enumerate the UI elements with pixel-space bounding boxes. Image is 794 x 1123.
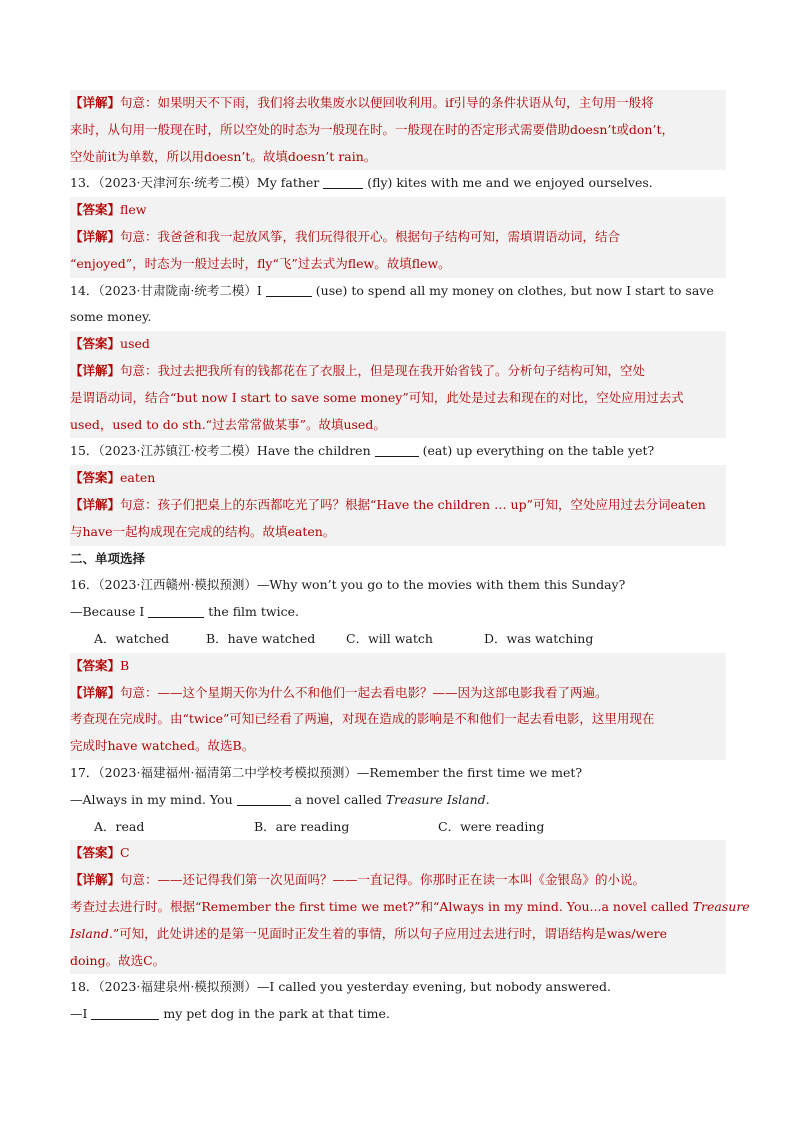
options-row [70,626,726,653]
option-b[interactable]: B．are reading [254,818,350,834]
q17-answer-block [70,840,750,974]
option-d[interactable]: D．was watching [484,630,594,646]
q16-answer-block [70,653,726,760]
question-16: 16．（2023·江西赣州·模拟预测）—Why won’t you go to the movies with them this Sunday? [70,577,626,593]
answer-value: used [120,336,150,352]
explanation-line: 句意：如果明天不下雨，我们将去收集废水以便回收利用。if引导的条件状语从句，主句用一般将 [120,95,654,110]
explanation-line: 句意：我爸爸和我一起放风筝，我们玩得很开心。根据句子结构可知，需填谓语动词，结合 [120,228,621,244]
answer-value: eaten [120,470,156,486]
answer-value: C [120,845,130,861]
explanation-tag: 【详解】 [70,496,121,512]
q14-answer-block [70,331,726,438]
answer-value: flew [120,202,147,218]
explanation-line: 完成时have watched。故选B。 [70,738,255,754]
explanation-line: used，used to do sth.“过去常常做某事”。故填used。 [70,416,386,432]
answer-blank [375,442,419,457]
option-a[interactable]: A．read [94,818,145,834]
explanation-line: 考查现在完成时。由“twice”可知已经看了两遍，对现在造成的影响是不和他们一起去看电影，这里用现在 [70,711,655,727]
options-row [70,814,726,841]
explanation-line: 考查过去进行时。根据“Remember the first time we met?”和“Always in my mind. You...a novel called [70,898,693,914]
answer-blank [91,1005,159,1020]
explanation-tag: 【详解】 [70,684,121,700]
explanation-line: 句意：——这个星期天你为什么不和他们一起去看电影？——因为这部电影我看了两遍。 [120,684,608,700]
answer-tag: 【答案】 [70,336,121,352]
document-content: 【详解】句意：如果明天不下雨，我们将去收集废水以便回收利用。if引导的条件状语从句，主句用一般将 来时，从句用一般现在时，所以空处的时态为一般现在时。一般现在时的否定形式需要借助doesn’t或don’t， 空处前it为单数，所以用doesn’t。故填doesn’t rain。 13．（2023·天津河东·统考二模）My father (fly) kites with me and we enjoyed ourselves. 【答案】flew 【详解】句意：我爸爸和我一起放风筝，我们玩得很开心。根据句子结构可知，需填谓语动词，结合 “enjoyed”，时态为一般过去时，fly“飞”过去式为flew。故填flew。 14．（2023·甘肃陇南·统考二模）I (use) to spend all my money on clothes, but now I start to save some money. 【答案】used 【详解】句意：我过去把我所有的钱都花在了衣服上，但是现在我开始省钱了。分析句子结构可知，空处 是谓语动词，结合“but now I start to save some money”可知，此处是过去和现在的对比，空处应用过去式 used，used to do sth.“过去常常做某事”。故填used。 15．（2023·江苏镇江·校考二模）Have the children (eat) up everything on the table yet? 【答案】eaten 【详解】句意：孩子们把桌上的东西都吃光了吗？根据“Have the children … up”可知，空处应用过去分词eaten 与have一起构成现在完成的结构。故填eaten。 二、单项选择 16．（2023·江西赣州·模拟预测）—Why won’t you go to the movies with them this Sunday? —Because I the film twice. A．watched B．have watched C．will watch D．was watching 【答案】B 【详解】句意：——这个星期天你为什么不和他们一起去看电影？——因为这部电影我看了两遍。 考查现在完成时。由“twice”可知已经看了两遍，对现在造成的影响是不和他们一起去看电影，这里用现在 完成时have watched。故选B。 17．（2023·福建福州·福清第二中学校考模拟预测）—Remember the first time we met? —Always in my mind. You a novel called Treasure Island. A．read B．are reading C．were reading 【答案】C 【详解】句意：——还记得我们第一次见面吗？——一直记得。你那时正在读一本叫《金银岛》的小说。 考查过去进行时。根据“Remember the first time we met?”和“Always in my mind. You...a novel called Treasure Island.”可知，此处讲述的是第一见面时正发生着的事情，所以句子应用过去进行时，谓语结构是was/were doing。故选C。 18．（2023·福建泉州·模拟预测）—I called you yesterday evening, but nobody answered. —I my pet dog in the park at that time. [70,90,726,1028]
question-13: 13．（2023·天津河东·统考二模）My father (fly) kites with me and we enjoyed ourselves. [70,175,653,191]
section-heading: 二、单项选择 [70,550,146,566]
answer-tag: 【答案】 [70,470,121,486]
answer-tag: 【答案】 [70,202,121,218]
option-c[interactable]: C．were reading [438,818,545,834]
explanation-line: .”可知，此处讲述的是第一见面时正发生着的事情，所以句子应用过去进行时，谓语结构是was/were [108,925,667,941]
answer-value: B [120,657,130,673]
q15-answer-block [70,465,726,545]
answer-blank [323,174,363,189]
explanation-tag: 【详解】 [70,362,121,378]
explanation-line: 是谓语动词，结合“but now I start to save some money”可知，此处是过去和现在的对比，空处应用过去式 [70,389,684,405]
answer-blank [237,791,291,806]
answer-tag: 【答案】 [70,845,121,861]
question-15: 15．（2023·江苏镇江·校考二模）Have the children (eat) up everything on the table yet? [70,443,655,459]
option-c[interactable]: C．will watch [346,630,433,646]
explanation-line: 句意：孩子们把桌上的东西都吃光了吗？根据“Have the children … up”可知，空处应用过去分词eaten [120,496,706,512]
answer-tag: 【答案】 [70,657,121,673]
explanation-line: 与have一起构成现在完成的结构。故填eaten。 [70,523,336,539]
explanation-line: “enjoyed”，时态为一般过去时，fly“飞”过去式为flew。故填flew。 [70,255,451,271]
option-b[interactable]: B．have watched [206,630,316,646]
book-title: Treasure Island [385,791,486,807]
explanation-tag: 【详解】 [70,872,121,888]
q13-answer-block [70,197,726,277]
answer-blank [266,282,312,297]
explanation-tag: 【详解】 [70,228,121,244]
question-continuation: some money. [70,309,152,325]
explanation-line: 来时，从句用一般现在时，所以空处的时态为一般现在时。一般现在时的否定形式需要借助doesn’t或don’t， [70,121,674,137]
q12-explanation-block [70,90,726,170]
explanation-tag: 【详解】 [70,95,121,110]
question-18: 18．（2023·福建泉州·模拟预测）—I called you yesterday evening, but nobody answered. [70,979,611,995]
option-a[interactable]: A．watched [94,630,170,646]
explanation-line: 句意：我过去把我所有的钱都花在了衣服上，但是现在我开始省钱了。分析句子结构可知，空处 [120,362,646,378]
book-title: Treasure [692,898,750,914]
explanation-line: 句意：——还记得我们第一次见面吗？——一直记得。你那时正在读一本叫《金银岛》的小说。 [120,872,646,888]
book-title: Island [70,925,109,941]
explanation-line: doing。故选C。 [70,952,166,968]
explanation-line: 空处前it为单数，所以用doesn’t。故填doesn’t rain。 [70,148,377,164]
answer-blank [148,603,204,618]
question-14: 14．（2023·甘肃陇南·统考二模）I (use) to spend all my money on clothes, but now I start to save [70,282,714,298]
question-17: 17．（2023·福建福州·福清第二中学校考模拟预测）—Remember the first time we met? [70,764,583,780]
